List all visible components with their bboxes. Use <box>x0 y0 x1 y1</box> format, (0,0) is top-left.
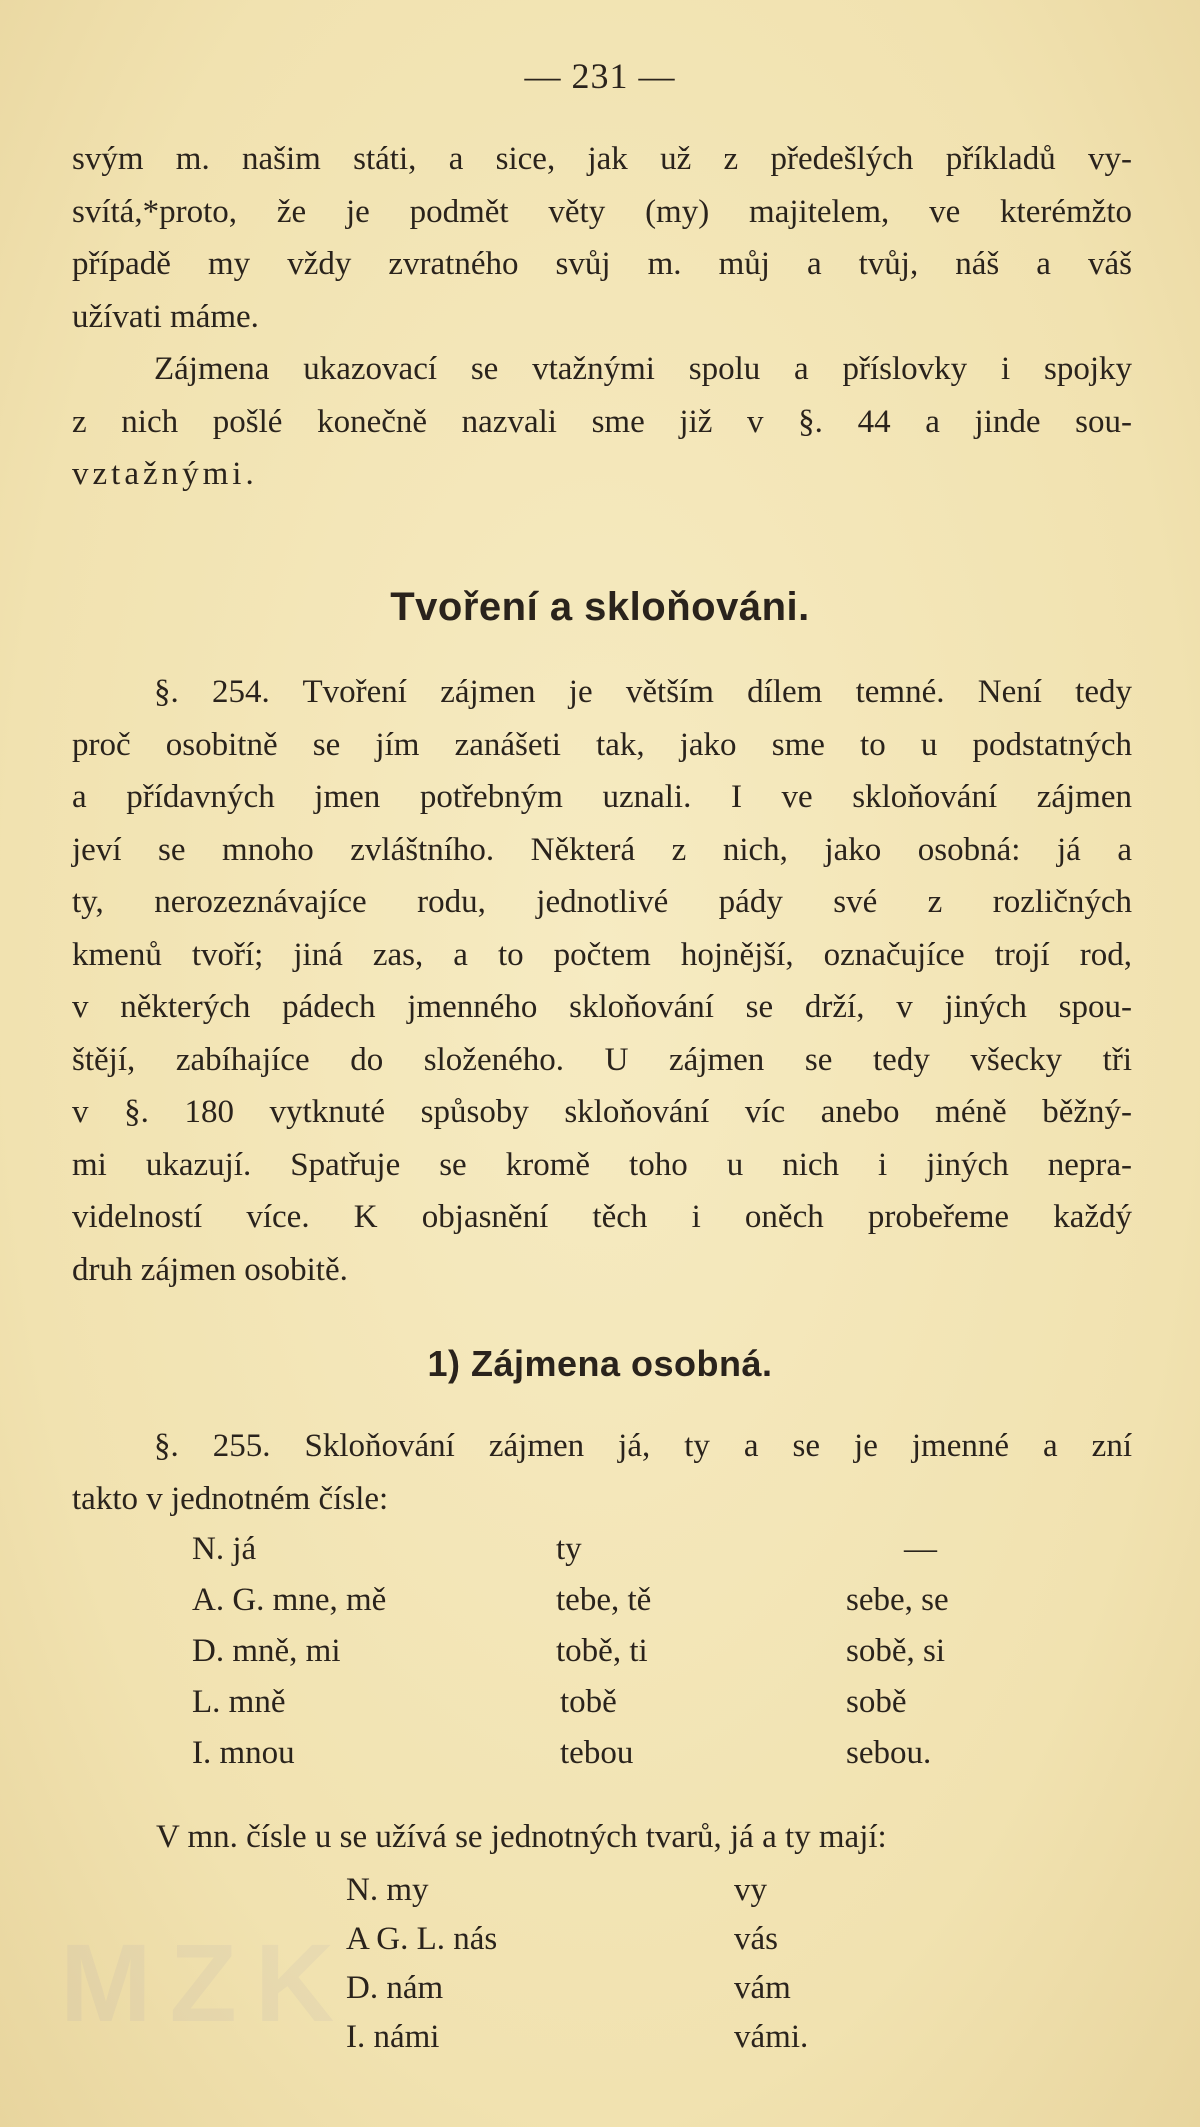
text-line: videlností více. K objasnění těch i oněch probeřeme každý <box>72 1199 1132 1235</box>
text-line: Zájmena ukazovací se vtažnými spolu a příslovky i spojky <box>154 351 1132 387</box>
text-line: z nich pošlé konečně nazvali sme již v §. 44 a jinde sou- <box>72 403 1132 440</box>
table-cell: N. já <box>192 1531 257 1567</box>
text-line: případě my vždy zvratného svůj m. můj a tvůj, náš a váš <box>72 246 1132 282</box>
text-line: užívati máme. <box>72 298 259 335</box>
table-cell: A G. L. nás <box>346 1921 498 1957</box>
text-line: mi ukazují. Spatřuje se kromě toho u nich i jiných nepra- <box>72 1146 1132 1183</box>
text-line: štějí, zabíhajíce do složeného. U zájmen se tedy všecky tři <box>72 1041 1132 1078</box>
text-line: v některých pádech jmenného skloňování se drží, v jiných spou- <box>72 989 1132 1025</box>
table-cell: tobě <box>560 1684 617 1720</box>
library-watermark: MZK <box>60 1922 353 2045</box>
text-line: takto v jednotném čísle: <box>72 1480 389 1517</box>
subsection-heading: 1) Zájmena osobná. <box>427 1343 773 1384</box>
table-cell: vy <box>734 1872 767 1908</box>
paragraph-255 <box>72 1420 1132 1525</box>
paragraph-continuation <box>72 133 1132 343</box>
table-cell: D. mně, mi <box>192 1633 341 1669</box>
text-line: proč osobitně se jím zanášeti tak, jako sme to u podstatných <box>72 726 1132 763</box>
section-heading: Tvoření a skloňováni. <box>390 585 810 629</box>
table-cell: sobě <box>846 1684 907 1720</box>
table-cell: tebou <box>560 1735 634 1771</box>
text-line: §. 254. Tvoření zájmen je větším dílem temné. Není tedy <box>154 674 1132 710</box>
table-cell: sebou. <box>846 1735 932 1771</box>
table-cell: sobě, si <box>846 1633 945 1669</box>
text-line: svítá,*proto, že je podmět věty (my) majitelem, ve kterémžto <box>72 193 1132 230</box>
paragraph-relative-pronouns <box>72 343 1132 501</box>
text-line: vztažnými. <box>72 456 258 492</box>
text-line: v §. 180 vytknuté spůsoby skloňování víc anebo méně běžný- <box>72 1094 1132 1130</box>
page-number: — 231 — <box>524 56 676 96</box>
table-cell: A. G. mne, mě <box>192 1582 387 1618</box>
table-cell: tebe, tě <box>556 1582 652 1618</box>
text-line: ty, nerozeznávajíce rodu, jednotlivé pády své z rozličných <box>72 884 1132 920</box>
text-line: druh zájmen osobitě. <box>72 1251 348 1288</box>
text-line: svým m. našim státi, a sice, jak už z předešlých příkladů vy- <box>72 141 1132 177</box>
table-cell: tobě, ti <box>556 1633 648 1669</box>
text-line: jeví se mnoho zvláštního. Některá z nich, jako osobná: já a <box>72 831 1132 868</box>
text-line: §. 255. Skloňování zájmen já, ty a se je jmenné a zní <box>154 1428 1132 1464</box>
table-cell: ty <box>556 1531 582 1567</box>
table-cell: D. nám <box>346 1970 444 2006</box>
paragraph-254 <box>72 666 1132 1296</box>
text-line: V mn. čísle u se užívá se jednotných tvarů, já a ty mají: <box>156 1819 887 1855</box>
table-cell: sebe, se <box>846 1582 949 1618</box>
table-cell: N. my <box>346 1872 429 1908</box>
table-cell: vám <box>734 1970 791 2006</box>
text-line: a přídavných jmen potřebným uznali. I ve skloňování zájmen <box>72 779 1132 815</box>
table-cell: — <box>904 1531 937 1567</box>
text-line: kmenů tvoří; jiná zas, a to počtem hojnější, označujíce trojí rod, <box>72 936 1132 973</box>
paragraph-plural <box>72 1811 1132 1864</box>
table-cell: vámi. <box>734 2019 809 2055</box>
table-cell: L. mně <box>192 1684 286 1720</box>
table-cell: I. námi <box>346 2019 440 2055</box>
table-cell: I. mnou <box>192 1735 295 1771</box>
table-cell: vás <box>734 1921 778 1957</box>
